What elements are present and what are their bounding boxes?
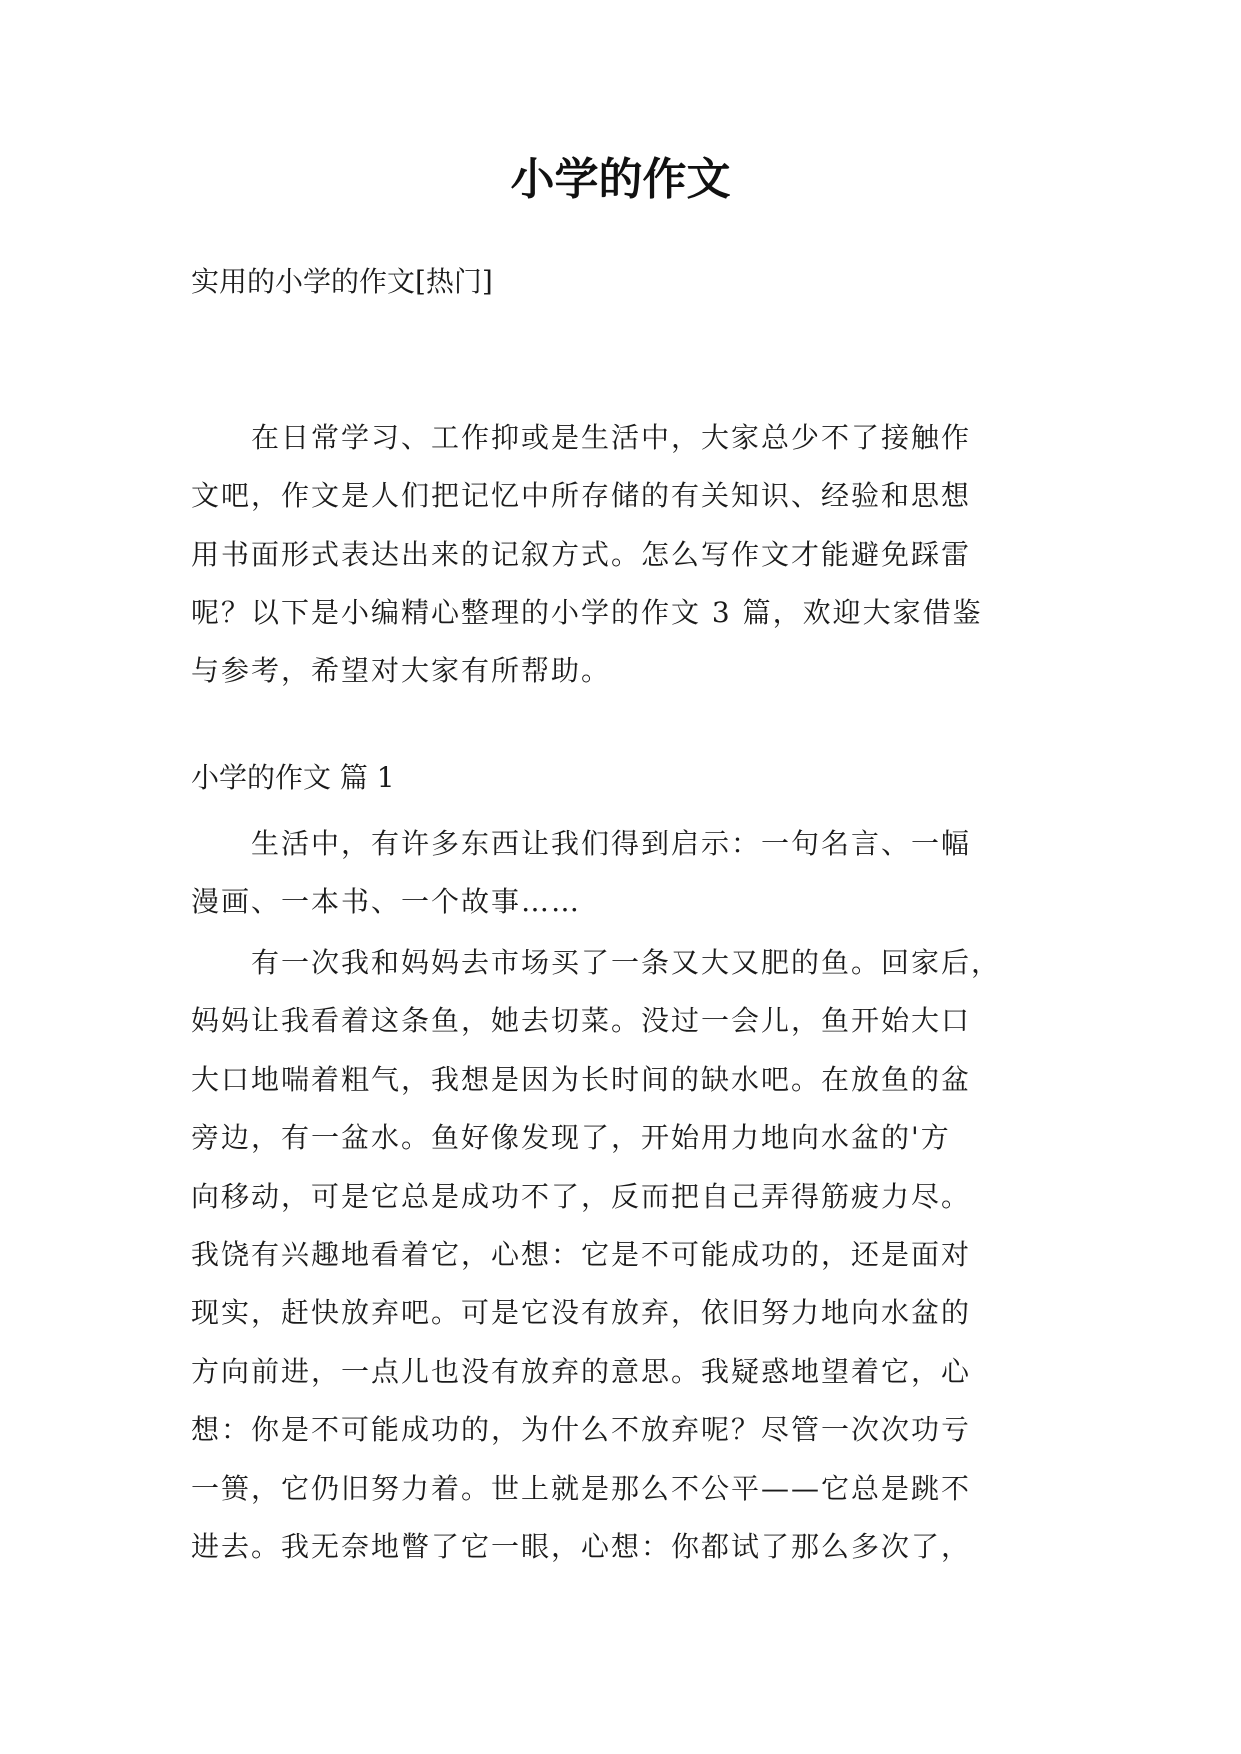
paragraph-line: 我饶有兴趣地看着它，心想：它是不可能成功的，还是面对 [191, 1238, 972, 1272]
paragraph-line: 大口地喘着粗气，我想是因为长时间的缺水吧。在放鱼的盆 [191, 1062, 972, 1096]
paragraph-line: 妈妈让我看着这条鱼，她去切菜。没过一会儿，鱼开始大口 [191, 1004, 972, 1038]
intro-line: 与参考，希望对大家有所帮助。 [191, 654, 612, 688]
intro-paragraph [191, 409, 983, 700]
paragraph-line: 方向前进，一点儿也没有放弃的意思。我疑惑地望着它，心 [191, 1354, 972, 1388]
paragraph-line: 有一次我和妈妈去市场买了一条又大又肥的鱼。回家后， [191, 946, 1002, 979]
document-subtitle: 实用的小学的作文[热门] [191, 265, 493, 298]
intro-line: 呢？以下是小编精心整理的小学的作文 3 篇，欢迎大家借鉴 [191, 595, 983, 629]
paragraph-line: 一篑，它仍旧努力着。世上就是那么不公平——它总是跳不 [191, 1471, 972, 1505]
intro-line: 文吧，作文是人们把记忆中所存储的有关知识、经验和思想 [191, 479, 972, 513]
paragraph-line: 漫画、一本书、一个故事…… [191, 885, 582, 918]
intro-line: 在日常学习、工作抑或是生活中，大家总少不了接触作 [191, 421, 972, 454]
intro-line: 用书面形式表达出来的记叙方式。怎么写作文才能避免踩雷 [191, 537, 972, 571]
paragraph-line: 旁边，有一盆水。鱼好像发现了，开始用力地向水盆的'方 [191, 1121, 951, 1155]
body-paragraph-2 [191, 934, 1001, 1576]
document-title: 小学的作文 [510, 154, 731, 205]
section-heading: 小学的作文 篇 1 [191, 761, 395, 794]
paragraph-line: 想：你是不可能成功的，为什么不放弃呢？尽管一次次功亏 [191, 1413, 972, 1447]
paragraph-line: 生活中，有许多东西让我们得到启示：一句名言、一幅 [191, 827, 972, 860]
paragraph-line: 现实，赶快放弃吧。可是它没有放弃，依旧努力地向水盆的 [191, 1296, 972, 1330]
body-paragraph-1 [191, 815, 971, 931]
paragraph-line: 向移动，可是它总是成功不了，反而把自己弄得筋疲力尽。 [191, 1179, 972, 1213]
paragraph-line: 进去。我无奈地瞥了它一眼，心想：你都试了那么多次了， [191, 1530, 972, 1564]
